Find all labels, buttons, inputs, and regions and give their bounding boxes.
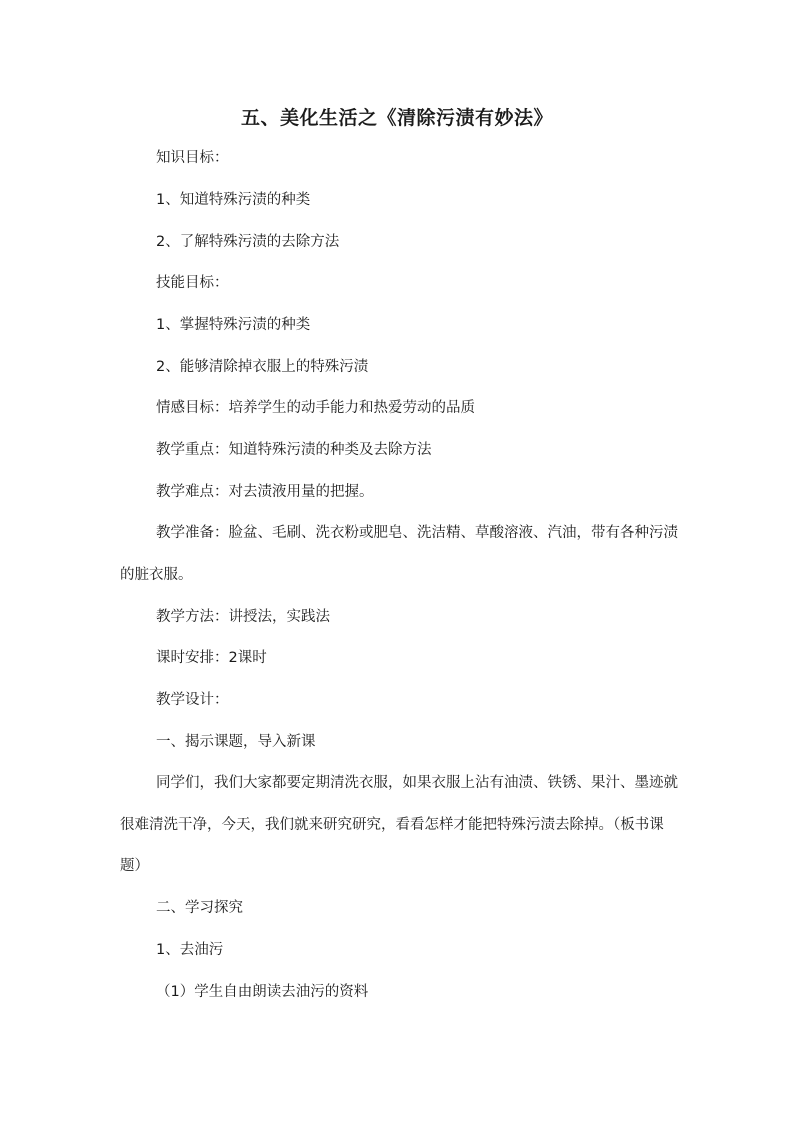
- paragraph-knowledge-goal-heading: 知识目标：: [156, 150, 229, 166]
- paragraph-skill-goal-1: 1、掌握特殊污渍的种类: [156, 317, 311, 333]
- paragraph-knowledge-goal-2: 2、了解特殊污渍的去除方法: [156, 234, 340, 250]
- section-heading-explore: 二、学习探究: [156, 900, 243, 916]
- paragraph-remove-oil-step-1: （1）学生自由朗读去油污的资料: [156, 984, 369, 1000]
- paragraph-teaching-method: 教学方法：讲授法，实践法: [156, 609, 330, 625]
- paragraph-teaching-preparation: 教学准备：脸盆、毛刷、洗衣粉或肥皂、洗洁精、草酸溶液、汽油，带有各种污渍的脏衣服。: [120, 525, 678, 583]
- paragraph-knowledge-goal-1: 1、知道特殊污渍的种类: [156, 192, 311, 208]
- paragraph-class-hours: 课时安排：2课时: [156, 650, 267, 666]
- paragraph-skill-goal-heading: 技能目标：: [156, 275, 229, 291]
- subheading-remove-oil: 1、去油污: [156, 942, 224, 958]
- paragraph-teaching-difficulty: 教学难点：对去渍液用量的把握。: [156, 484, 374, 500]
- paragraph-teaching-design: 教学设计：: [156, 692, 229, 708]
- section-heading-intro: 一、揭示课题，导入新课: [156, 734, 316, 750]
- document-title: 五、美化生活之《清除污渍有妙法》: [240, 107, 553, 129]
- paragraph-skill-goal-2: 2、能够清除掉衣服上的特殊污渍: [156, 359, 369, 375]
- paragraph-teaching-focus: 教学重点：知道特殊污渍的种类及去除方法: [156, 442, 432, 458]
- paragraph-intro-body: 同学们，我们大家都要定期清洗衣服，如果衣服上沾有油渍、铁锈、果汁、墨迹就很难清洗干净，今天，我们就来研究研究，看看怎样才能把特殊污渍去除掉。（板书课题）: [120, 775, 678, 875]
- paragraph-emotion-goal: 情感目标：培养学生的动手能力和热爱劳动的品质: [156, 400, 475, 416]
